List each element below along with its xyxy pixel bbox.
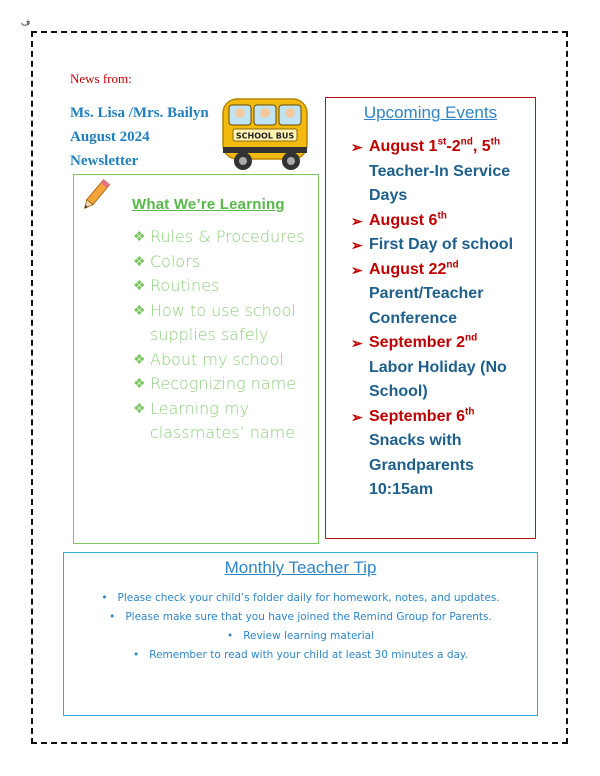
tip-item bbox=[63, 627, 538, 646]
learning-bullet-icon: ❖ bbox=[133, 229, 146, 245]
learning-item bbox=[133, 250, 313, 275]
learning-item-text: Learning my classmates’ name bbox=[150, 398, 296, 442]
newsletter-month: August 2024 bbox=[70, 129, 150, 145]
tip-item bbox=[63, 589, 538, 608]
pencil-icon bbox=[76, 177, 114, 215]
learning-item bbox=[133, 274, 313, 299]
arrow-bullet-icon: ➢ bbox=[351, 139, 363, 155]
event-item bbox=[351, 331, 531, 405]
event-description: Snacks with Grandparents 10:15am bbox=[369, 432, 474, 498]
event-date-ordinal: nd bbox=[465, 332, 478, 344]
tip-bullet-icon: • bbox=[109, 611, 116, 623]
tip-list bbox=[63, 589, 538, 665]
tip-item-text: Remember to read with your child at least 30 minutes a day. bbox=[149, 649, 468, 661]
events-list bbox=[351, 135, 531, 503]
event-item bbox=[351, 209, 531, 234]
newsletter-header bbox=[70, 101, 209, 173]
learning-bullet-icon: ❖ bbox=[133, 400, 146, 417]
learning-list bbox=[133, 225, 313, 446]
event-description: Parent/Teacher Conference bbox=[369, 285, 484, 327]
event-date-ordinal: th bbox=[490, 136, 501, 148]
learning-item-text: About my school bbox=[150, 349, 284, 369]
learning-item-text: Recognizing name bbox=[150, 374, 297, 393]
newsletter-label: Newsletter bbox=[70, 153, 139, 169]
learning-item bbox=[133, 225, 313, 250]
learning-item-text: Routines bbox=[150, 276, 220, 295]
tip-bullet-icon: • bbox=[101, 592, 108, 604]
event-date-ordinal: nd bbox=[446, 259, 459, 271]
event-date: September 6th bbox=[369, 406, 475, 425]
school-bus-image bbox=[219, 91, 315, 179]
learning-item bbox=[133, 299, 313, 348]
tip-bullet-icon: • bbox=[226, 630, 234, 642]
learning-bullet-icon: ❖ bbox=[133, 351, 146, 368]
learning-item bbox=[133, 348, 313, 373]
arrow-bullet-icon: ➢ bbox=[351, 212, 363, 229]
event-date-ordinal: nd bbox=[460, 136, 473, 148]
learning-item-text: How to use school supplies safely bbox=[150, 300, 296, 344]
learning-item-text: Rules & Procedures bbox=[150, 227, 305, 246]
event-description: Labor Holiday (No School) bbox=[369, 358, 507, 400]
learning-item bbox=[133, 397, 313, 446]
event-item bbox=[351, 233, 531, 258]
event-date: August 22nd bbox=[369, 259, 459, 278]
learning-heading: What We’re Learning bbox=[132, 196, 285, 213]
tip-item-text: Review learning material bbox=[243, 630, 374, 642]
tip-item-text: Please make sure that you have joined the Remind Group for Parents. bbox=[125, 611, 492, 623]
arrow-bullet-icon: ➢ bbox=[351, 237, 363, 253]
events-title: Upcoming Events bbox=[363, 103, 498, 122]
tip-item-text: Please check your child’s folder daily for homework, notes, and updates. bbox=[117, 592, 500, 604]
tip-item bbox=[63, 646, 538, 665]
event-description: First Day of school bbox=[369, 236, 514, 253]
news-from-label: News from: bbox=[70, 71, 132, 86]
bus-sign-text: SCHOOL BUS bbox=[235, 131, 295, 141]
tip-bullet-icon: • bbox=[133, 649, 140, 661]
arrow-bullet-icon: ➢ bbox=[351, 408, 363, 425]
learning-bullet-icon: ❖ bbox=[133, 253, 146, 270]
event-item bbox=[351, 135, 531, 209]
tip-item bbox=[63, 608, 538, 627]
event-date: September 2nd bbox=[369, 332, 478, 351]
event-item bbox=[351, 405, 531, 503]
arrow-bullet-icon: ➢ bbox=[351, 335, 363, 351]
learning-bullet-icon: ❖ bbox=[133, 302, 146, 319]
event-date-ordinal: th bbox=[437, 210, 447, 222]
event-description: Teacher-In Service Days bbox=[369, 162, 511, 204]
tip-title: Monthly Teacher Tip bbox=[224, 558, 377, 577]
event-date: August 6th bbox=[369, 210, 447, 229]
event-item bbox=[351, 258, 531, 332]
learning-bullet-icon: ❖ bbox=[133, 278, 146, 294]
corner-mark: ف bbox=[21, 18, 31, 28]
event-date-ordinal: st bbox=[437, 136, 447, 148]
learning-item-text: Colors bbox=[150, 251, 201, 271]
event-date-ordinal: th bbox=[465, 406, 475, 418]
teacher-names: Ms. Lisa /Mrs. Bailyn bbox=[70, 105, 209, 121]
event-date: August 1st-2nd, 5th bbox=[369, 136, 501, 155]
arrow-bullet-icon: ➢ bbox=[351, 261, 363, 278]
learning-bullet-icon: ❖ bbox=[133, 376, 146, 392]
learning-item bbox=[133, 372, 313, 397]
